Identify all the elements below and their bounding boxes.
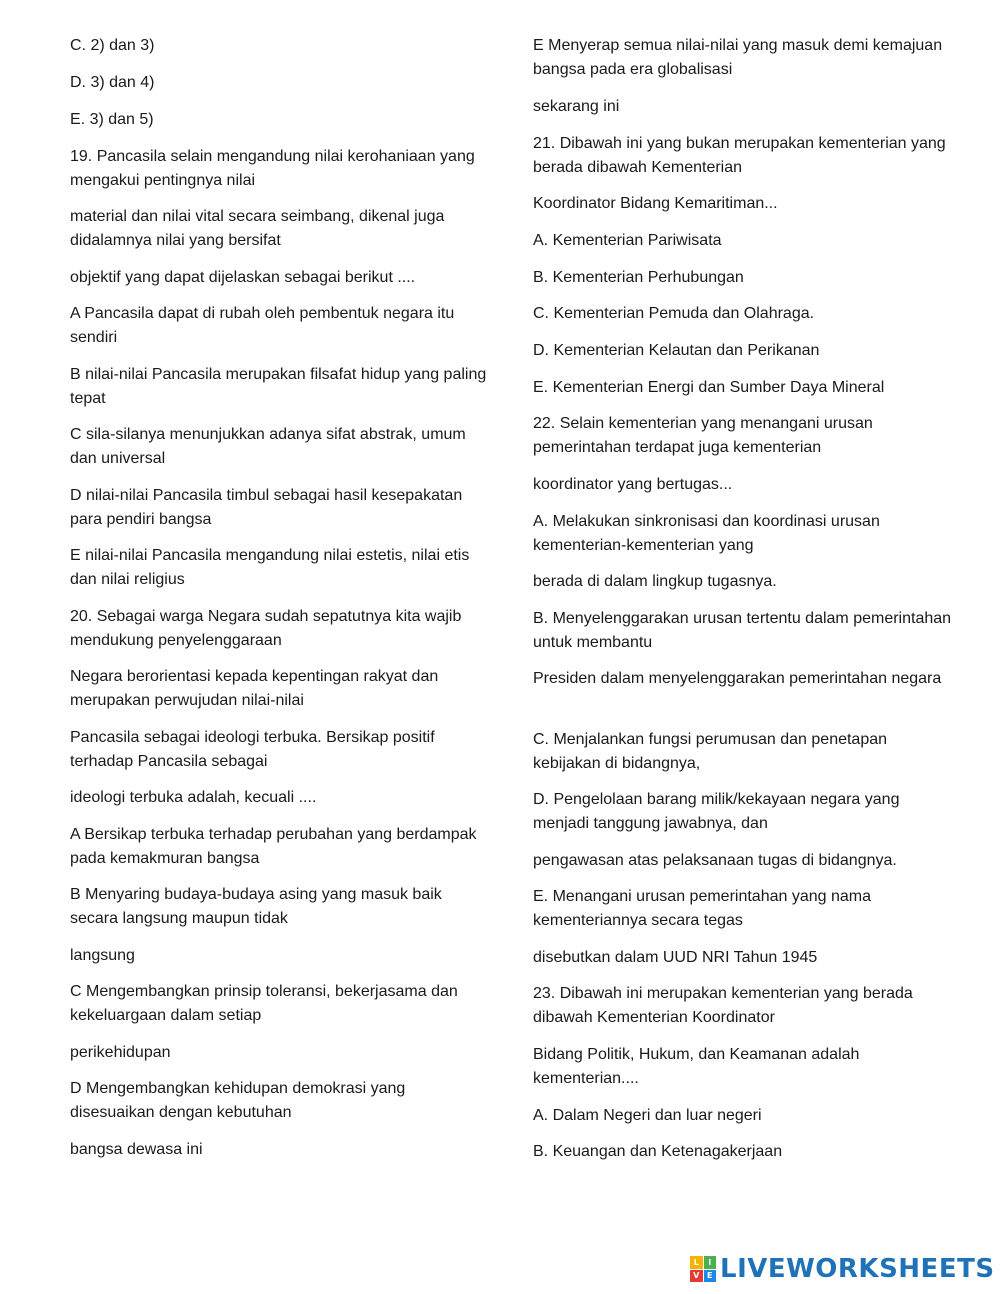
paragraph: C. Menjalankan fungsi perumusan dan penetapan kebijakan di bidangnya, — [533, 731, 888, 772]
paragraph: 23. Dibawah ini merupakan kementerian yang berada dibawah Kementerian Koordinator — [533, 985, 913, 1026]
paragraph: 22. Selain kementerian yang menangani urusan pemerintahan terdapat juga kementerian — [533, 415, 873, 456]
liveworksheets-logo — [690, 1252, 995, 1286]
logo-tile: E — [704, 1270, 717, 1283]
paragraph: A. Melakukan sinkronisasi dan koordinasi urusan kementerian-kementerian yang — [533, 513, 880, 554]
paragraph: D. Kementerian Kelautan dan Perikanan — [533, 342, 820, 359]
paragraph: D. 3) dan 4) — [70, 74, 155, 91]
paragraph: bangsa dewasa ini — [70, 1141, 203, 1158]
paragraph: material dan nilai vital secara seimbang, dikenal juga didalamnya nilai yang bersifat — [70, 208, 445, 249]
paragraph: Koordinator Bidang Kemaritiman... — [533, 195, 778, 212]
paragraph: 20. Sebagai warga Negara sudah sepatutnya kita wajib mendukung penyelenggaraan — [70, 608, 462, 649]
paragraph: C. Kementerian Pemuda dan Olahraga. — [533, 305, 815, 322]
paragraph: B. Menyelenggarakan urusan tertentu dalam pemerintahan untuk membantu — [533, 610, 952, 651]
paragraph: sekarang ini — [533, 98, 620, 115]
paragraph: C. 2) dan 3) — [70, 37, 155, 54]
paragraph: Bidang Politik, Hukum, dan Keamanan adalah kementerian.... — [533, 1046, 860, 1087]
logo-tile: I — [704, 1256, 717, 1269]
paragraph: D nilai-nilai Pancasila timbul sebagai hasil kesepakatan para pendiri bangsa — [70, 487, 463, 528]
paragraph: D. Pengelolaan barang milik/kekayaan negara yang menjadi tanggung jawabnya, dan — [533, 791, 900, 832]
paragraph: perikehidupan — [70, 1044, 171, 1061]
paragraph: B. Kementerian Perhubungan — [533, 269, 744, 286]
paragraph: A. Dalam Negeri dan luar negeri — [533, 1107, 762, 1124]
paragraph: E Menyerap semua nilai-nilai yang masuk demi kemajuan bangsa pada era globalisasi — [533, 37, 943, 78]
logo-tile: V — [690, 1270, 703, 1283]
paragraph: 21. Dibawah ini yang bukan merupakan kementerian yang berada dibawah Kementerian — [533, 135, 946, 176]
paragraph: E nilai-nilai Pancasila mengandung nilai estetis, nilai etis dan nilai religius — [70, 547, 470, 588]
paragraph: E. Menangani urusan pemerintahan yang nama kementeriannya secara tegas — [533, 888, 871, 929]
paragraph: berada di dalam lingkup tugasnya. — [533, 573, 777, 590]
paragraph: C sila-silanya menunjukkan adanya sifat abstrak, umum dan universal — [70, 426, 466, 467]
logo-tile: L — [690, 1256, 703, 1269]
paragraph: A. Kementerian Pariwisata — [533, 232, 722, 249]
paragraph: langsung — [70, 947, 135, 964]
paragraph: B. Keuangan dan Ketenagakerjaan — [533, 1143, 783, 1160]
paragraph: A Pancasila dapat di rubah oleh pembentuk negara itu sendiri — [70, 305, 455, 346]
liveworksheets-logo-icon — [690, 1256, 716, 1282]
paragraph: A Bersikap terbuka terhadap perubahan yang berdampak pada kemakmuran bangsa — [70, 826, 477, 867]
paragraph: disebutkan dalam UUD NRI Tahun 1945 — [533, 949, 818, 966]
paragraph: objektif yang dapat dijelaskan sebagai berikut .... — [70, 269, 416, 286]
paragraph: ideologi terbuka adalah, kecuali .... — [70, 789, 317, 806]
paragraph: D Mengembangkan kehidupan demokrasi yang disesuaikan dengan kebutuhan — [70, 1080, 406, 1121]
paragraph: B nilai-nilai Pancasila merupakan filsafat hidup yang paling tepat — [70, 366, 487, 407]
paragraph: E. Kementerian Energi dan Sumber Daya Mineral — [533, 379, 885, 396]
paragraph: B Menyaring budaya-budaya asing yang masuk baik secara langsung maupun tidak — [70, 886, 442, 927]
paragraph: E. 3) dan 5) — [70, 111, 154, 128]
paragraph: C Mengembangkan prinsip toleransi, bekerjasama dan kekeluargaan dalam setiap — [70, 983, 458, 1024]
paragraph: Presiden dalam menyelenggarakan pemerintahan negara — [533, 670, 942, 687]
paragraph: pengawasan atas pelaksanaan tugas di bidangnya. — [533, 852, 897, 869]
paragraph: koordinator yang bertugas... — [533, 476, 733, 493]
paragraph: 19. Pancasila selain mengandung nilai kerohaniaan yang mengakui pentingnya nilai — [70, 148, 475, 189]
paragraph: Negara berorientasi kepada kepentingan rakyat dan merupakan perwujudan nilai-nilai — [70, 668, 439, 709]
liveworksheets-logo-text: LIVEWORKSHEETS — [720, 1254, 995, 1284]
paragraph: Pancasila sebagai ideologi terbuka. Bersikap positif terhadap Pancasila sebagai — [70, 729, 435, 770]
